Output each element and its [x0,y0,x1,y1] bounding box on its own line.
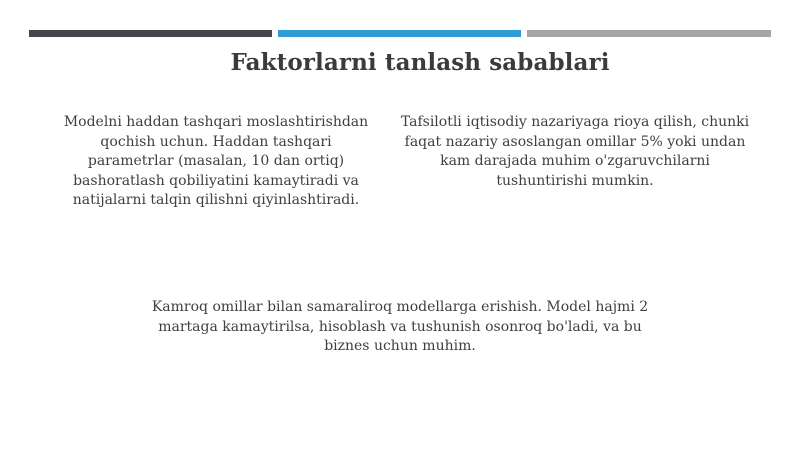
accent-bar-blue [278,30,521,37]
paragraph-left: Modelni haddan tashqari moslashtirishdan qochish uchun. Haddan tashqari parametrlar (masalan, 10 dan ortiq) bashoratlash qobiliyatini kamaytiradi va natijalarni talqin qilishni qiyinlashtiradi. [63,114,369,208]
paragraph-right: Tafsilotli iqtisodiy nazariyaga rioya qilish, chunki faqat nazariy asoslangan omillar 5% yoki undan kam darajada muhim o'zgaruvchilarni tushuntirishi mumkin. [400,114,750,189]
paragraph-bottom: Kamroq omillar bilan samaraliroq modellarga erishish. Model hajmi 2 martaga kamaytirilsa, hisoblash va tushunish osonroq bo'ladi, va bu biznes uchun muhim. [151,299,649,354]
accent-bar-gray [527,30,771,37]
accent-bar-dark [29,30,272,37]
slide-title: Faktorlarni tanlash sabablari [230,49,610,76]
